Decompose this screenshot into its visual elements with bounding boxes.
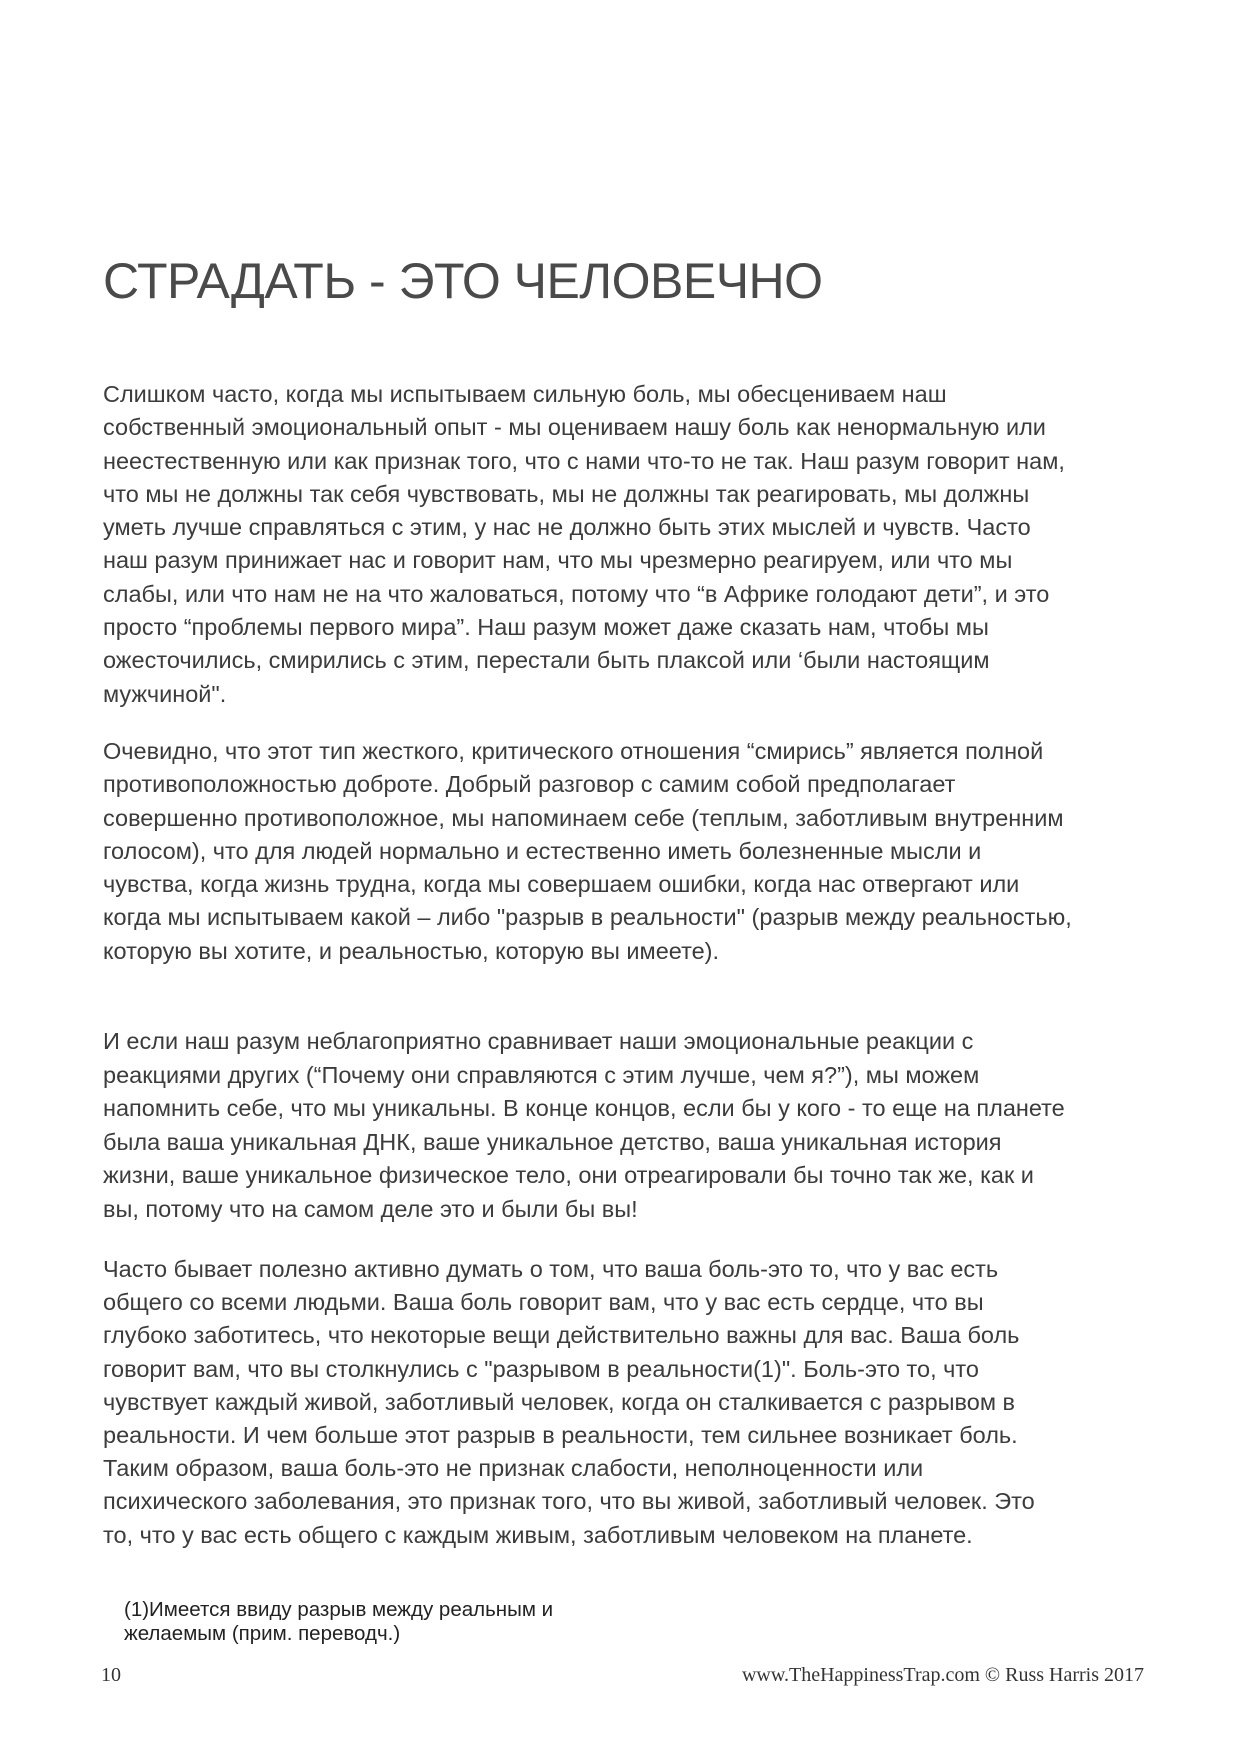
- paragraph-line: чувства, когда жизнь трудна, когда мы совершаем ошибки, когда нас отвергают или: [103, 871, 1020, 898]
- page-title: СТРАДАТЬ - ЭТО ЧЕЛОВЕЧНО: [103, 253, 823, 309]
- paragraph-line: чувствует каждый живой, заботливый человек, когда он сталкивается с разрывом в: [103, 1388, 1016, 1415]
- paragraph-line: общего со всеми людьми. Ваша боль говорит вам, что у вас есть сердце, что вы: [103, 1289, 984, 1316]
- paragraph-line: психического заболевания, это признак того, что вы живой, заботливый человек. Это: [103, 1488, 1035, 1515]
- footnote-line: (1)Имеется ввиду разрыв между реальным и: [124, 1598, 554, 1621]
- paragraph-line: уметь лучше справляться с этим, у нас не должно быть этих мыслей и чувств. Часто: [103, 514, 1031, 541]
- paragraph-line: вы, потому что на самом деле это и были бы вы!: [103, 1195, 638, 1222]
- paragraph-line: была ваша уникальная ДНК, ваше уникальное детство, ваша уникальная история: [103, 1128, 1002, 1155]
- paragraph-line: когда мы испытываем какой – либо "разрыв в реальности" (разрыв между реальностью,: [103, 904, 1072, 931]
- paragraph-line: противоположностью доброте. Добрый разговор с самим собой предполагает: [103, 771, 956, 798]
- paragraph-line: мужчиной".: [103, 680, 227, 707]
- paragraph-line: ожесточились, смирились с этим, перестали быть плаксой или ‘были настоящим: [103, 647, 990, 674]
- paragraph-4: [103, 1253, 1143, 1552]
- paragraph-line: совершенно противоположное, мы напоминаем себе (теплым, заботливым внутренним: [103, 804, 1064, 831]
- paragraph-line: слабы, или что нам не на что жаловаться, потому что “в Африке голодают дети”, и это: [103, 580, 1050, 607]
- paragraph-line: напомнить себе, что мы уникальны. В конце концов, если бы у кого - то еще на планете: [103, 1095, 1065, 1122]
- paragraph-line: что мы не должны так себя чувствовать, мы не должны так реагировать, мы должны: [103, 480, 1030, 507]
- paragraph-line: глубоко заботитесь, что некоторые вещи действительно важны для вас. Ваша боль: [103, 1322, 1020, 1349]
- paragraph-line: И если наш разум неблагоприятно сравнивает наши эмоциональные реакции с: [103, 1028, 974, 1054]
- paragraph-line: неестественную или как признак того, что с нами что-то не так. Наш разум говорит нам,: [103, 447, 1065, 474]
- paragraph-2: [103, 735, 1143, 968]
- footnote-line: желаемым (прим. переводч.): [124, 1622, 401, 1645]
- paragraph-line: Слишком часто, когда мы испытываем сильную боль, мы обесцениваем наш: [103, 381, 947, 407]
- paragraph-line: собственный эмоциональный опыт - мы оцениваем нашу боль как ненормальную или: [103, 414, 1046, 441]
- paragraph-line: Очевидно, что этот тип жесткого, критического отношения “смирись” является полной: [103, 738, 1044, 764]
- paragraph-line: которую вы хотите, и реальностью, которую вы имеете).: [103, 937, 719, 964]
- page-number: 10: [101, 1664, 121, 1686]
- paragraph-line: то, что у вас есть общего с каждым живым, заботливым человеком на планете.: [103, 1521, 973, 1548]
- footnote: [124, 1598, 553, 1646]
- paragraph-line: просто “проблемы первого мира”. Наш разум может даже сказать нам, чтобы мы: [103, 614, 989, 641]
- paragraph-line: Часто бывает полезно активно думать о том, что ваша боль-это то, что у вас есть: [103, 1256, 999, 1282]
- paragraph-line: реальности. И чем больше этот разрыв в реальности, тем сильнее возникает боль.: [103, 1422, 1018, 1449]
- paragraph-line: жизни, ваше уникальное физическое тело, они отреагировали бы точно так же, как и: [103, 1162, 1034, 1189]
- paragraph-line: говорит вам, что вы столкнулись с "разрывом в реальности(1)". Боль-это то, что: [103, 1355, 979, 1382]
- footer-credit: www.TheHappinessTrap.com © Russ Harris 2017: [741, 1664, 1144, 1686]
- paragraph-line: Таким образом, ваша боль-это не признак слабости, неполноценности или: [103, 1455, 924, 1482]
- paragraph-line: голосом), что для людей нормально и естественно иметь болезненные мысли и: [103, 837, 982, 864]
- paragraph-line: наш разум принижает нас и говорит нам, что мы чрезмерно реагируем, или что мы: [103, 547, 1013, 574]
- paragraph-3: [103, 1025, 1143, 1227]
- paragraph-line: реакциями других (“Почему они справляются с этим лучше, чем я?”), мы можем: [103, 1061, 980, 1088]
- paragraph-1: [103, 378, 1143, 711]
